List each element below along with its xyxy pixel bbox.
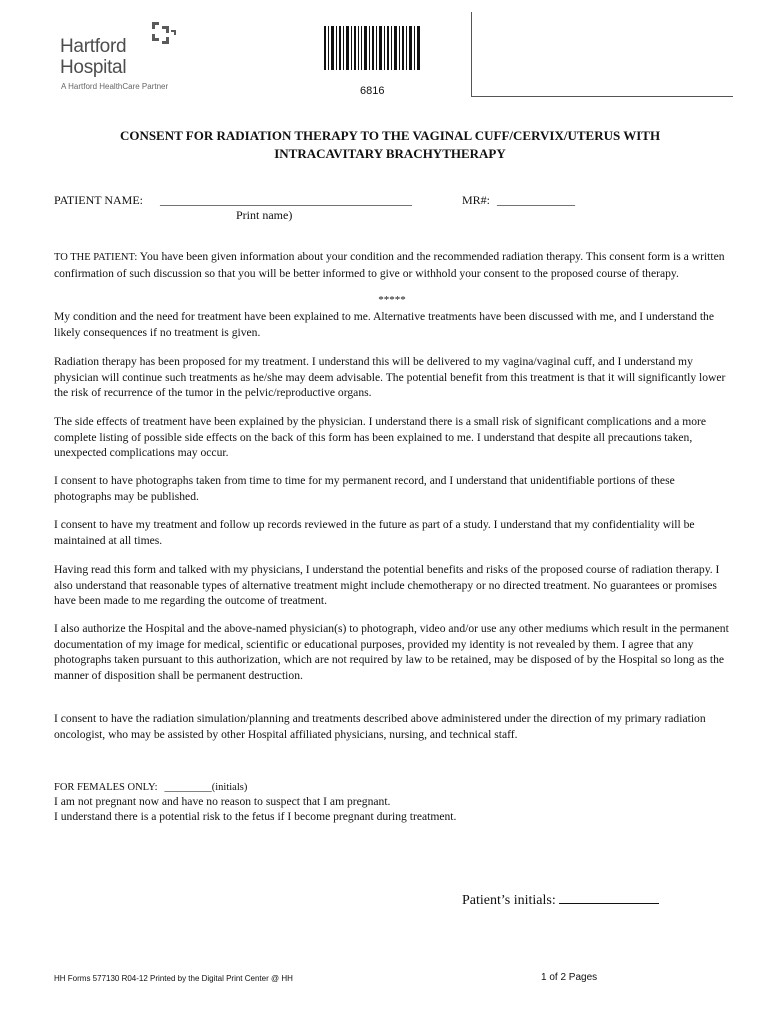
title-line-1: CONSENT FOR RADIATION THERAPY TO THE VAGINAL CUFF/CERVIX/UTERUS WITH (119, 128, 661, 143)
patient-initials-row (462, 891, 659, 909)
paragraph-authorization: I also authorize the Hospital and the above-named physician(s) to photograph, video and/or use any other mediums which result in the permanent documentation of my image for medical, scientific or educational purposes, provided my identity is not revealed by them. I agree that any photographs taken pursuant to this authorization, which are not required by law to be retained, may be disposed of by the Hospital so long as the manner of disposition shall be permanent destruction. (54, 622, 729, 682)
females-initials-field[interactable]: _________(initials) (164, 782, 248, 793)
patient-name-label: PATIENT NAME: (54, 193, 144, 207)
paragraph-photographs: I consent to have photographs taken from time to time for my permanent record, and I understand that unidentifiable portions of these photographs may be published. (54, 474, 675, 503)
patient-initials-label: Patient’s initials: (462, 893, 556, 908)
footer-form-info: HH Forms 577130 R04-12 Printed by the Digital Print Center @ HH (54, 974, 293, 983)
separator: ***** (378, 294, 406, 306)
title-line-2: INTRACAVITARY BRACHYTHERAPY (274, 146, 506, 161)
intro-paragraph (54, 249, 730, 281)
paragraph-study-review: I consent to have my treatment and follow up records reviewed in the future as part of a study. I understand that my confidentiality will be maintained at all times. (54, 518, 695, 547)
label-box-bottom-rule (471, 96, 733, 97)
females-only-label: FOR FEMALES ONLY: (54, 782, 158, 793)
females-statement-2: I understand there is a potential risk to the fetus if I become pregnant during treatment. (54, 810, 457, 823)
print-name-hint: Print name) (236, 208, 293, 222)
females-statement-1: I am not pregnant now and have no reason to suspect that I am pregnant. (54, 795, 391, 808)
label-box-divider (471, 12, 472, 96)
paragraph-condition: My condition and the need for treatment have been explained to me. Alternative treatments have been discussed with me, and I understand the likely consequences if no treatment is given. (54, 310, 714, 339)
barcode (324, 26, 420, 70)
paragraph-proposed-therapy: Radiation therapy has been proposed for my treatment. I understand this will be delivered to my vagina/vaginal cuff, and I understand my physician will continue such treatments as he/she may deem advisable. The potential benefit from this treatment is that it will significantly lower the risk of recurrence of the tumor in the pelvic/reproductive organs. (54, 355, 726, 399)
paragraph-benefits-risks: Having read this form and talked with my physicians, I understand the potential benefits and risks of the proposed course of radiation therapy. I also understand that reasonable types of alternative treatment might include chemotherapy or no directed treatment. No guarantees or promises have been made to me regarding the outcome of treatment. (54, 563, 720, 607)
paragraph-side-effects: The side effects of treatment have been explained by the physician. I understand there is a small risk of significant complications and a more complete listing of possible side effects on the back of this form has been explained to me. I understand that despite all precautions taken, unexpected complications may occur. (54, 415, 707, 459)
logo-name-line2: Hospital (60, 57, 127, 78)
to-patient-label: TO THE PATIENT: (54, 252, 138, 263)
mr-field[interactable]: _____________ (497, 193, 575, 207)
patient-initials-field[interactable] (559, 891, 659, 904)
paragraph-consent-planning: I consent to have the radiation simulation/planning and treatments described above administered under the direction of my primary radiation oncologist, who may be assisted by other Hospital affiliated physicians, nursing, and technical staff. (54, 712, 706, 741)
patient-name-field[interactable]: __________________________________________ (160, 193, 412, 207)
mr-label: MR#: (462, 193, 491, 207)
form-code: 6816 (360, 85, 385, 97)
logo-tagline: A Hartford HealthCare Partner (61, 82, 169, 91)
intro-text: You have been given information about your condition and the recommended radiation therapy. This consent form is a written confirmation of such discussion so that you will be better informed to give or withhold your consent to the proposed course of therapy. (54, 250, 725, 280)
hartford-logo-icon (150, 20, 178, 48)
document-title (40, 127, 740, 163)
logo-name-line1: Hartford (60, 36, 127, 57)
page-count: 1 of 2 Pages (541, 972, 598, 983)
